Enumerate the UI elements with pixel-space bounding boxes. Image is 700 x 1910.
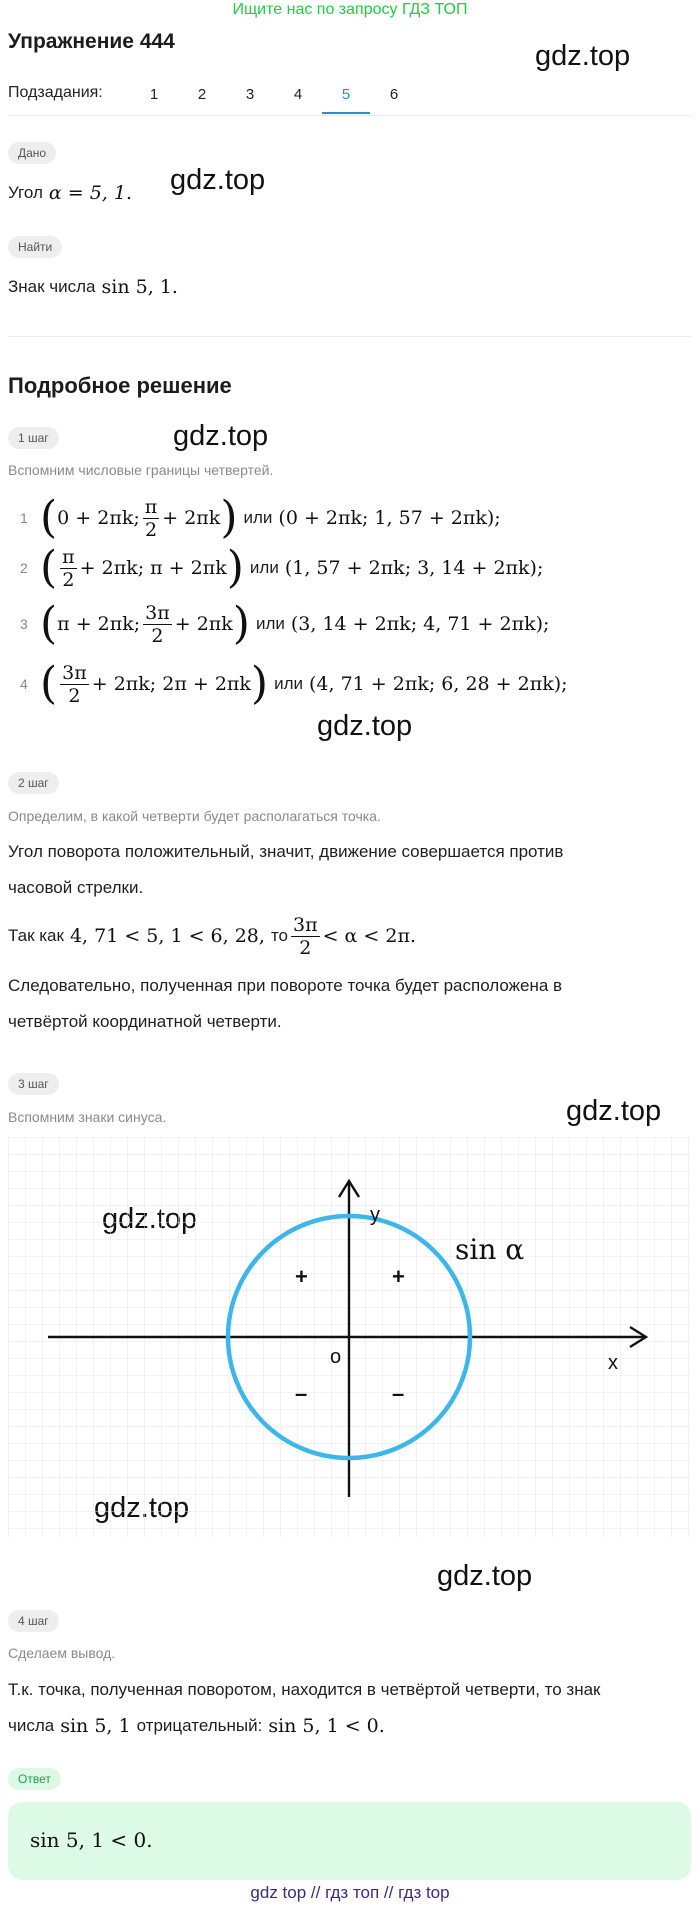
subtask-tabs xyxy=(130,76,418,114)
footer-links[interactable]: gdz top // гдз топ // гдз top xyxy=(250,1883,450,1902)
since-tail: < α < 2π. xyxy=(322,925,416,947)
step-4-line-2 xyxy=(8,1710,385,1742)
quarter-row-3: 3 ( π + 2πk; $\frac{3\pi}{2}$ + 2πk ) или (3, 14 + 2πk; 4, 71 + 2πk); xyxy=(20,598,550,649)
y-axis-label: y xyxy=(370,1204,380,1226)
quarter-decimal: (1, 57 + 2πk; 3, 14 + 2πk); xyxy=(284,557,544,579)
quarter-decimal: (0 + 2πk; 1, 57 + 2πk); xyxy=(278,507,501,529)
step-4-note: Сделаем вывод. xyxy=(8,1645,116,1661)
step-2-line-4: Следовательно, полученная при повороте точка будет расположена в xyxy=(8,976,563,995)
tab-subtask-1[interactable]: 1 xyxy=(149,86,159,103)
tab-subtask-2[interactable]: 2 xyxy=(197,86,207,103)
step-2-line-2: часовой стрелки. xyxy=(8,878,144,897)
watermark: gdz.top xyxy=(173,420,269,452)
watermark: gdz.top xyxy=(317,710,413,742)
step-2-line-5: четвёртой координатной четверти. xyxy=(8,1012,282,1031)
quarter-or: или xyxy=(243,508,273,527)
tab-subtask-3[interactable]: 3 xyxy=(245,86,255,103)
step-3-badge: 3 шаг xyxy=(8,1073,59,1095)
watermark: gdz.top xyxy=(170,164,266,196)
answer-math: sin 5, 1 < 0. xyxy=(30,1828,153,1852)
promo-banner: Ищите нас по запросу ГДЗ ТОП xyxy=(232,1,468,18)
quarter-row-1: 1 ( 0 + 2πk; $\frac{\pi}{2}$ + 2πk ) или (0 + 2πk; 1, 57 + 2πk); xyxy=(20,492,501,543)
conclusion-prefix: числа xyxy=(8,1716,55,1735)
quarter-or: или xyxy=(249,558,279,577)
step-4-line-1: Т.к. точка, полученная поворотом, находится в четвёртой четверти, то знак xyxy=(8,1680,601,1699)
quarter-number: 1 xyxy=(20,510,28,526)
find-text: Знак числа xyxy=(8,277,96,296)
quarter-row-4: 4 ( $\frac{3\pi}{2}$ + 2πk; 2π + 2πk ) или (4, 71 + 2πk; 6, 28 + 2πk); xyxy=(20,658,568,709)
find-badge: Найти xyxy=(8,236,62,258)
watermark: gdz.top xyxy=(437,1560,533,1592)
quarter-or: или xyxy=(274,674,303,693)
step-2-note: Определим, в какой четверти будет располагаться точка. xyxy=(8,808,381,824)
minus-sign: – xyxy=(295,1381,308,1406)
step-2-line-1: Угол поворота положительный, значит, движение совершается против xyxy=(8,842,564,861)
conclusion-mid: отрицательный: xyxy=(136,1716,263,1735)
quarter-or: или xyxy=(255,614,285,633)
answer-badge: Ответ xyxy=(8,1768,61,1790)
step-1-note: Вспомним числовые границы четвертей. xyxy=(8,462,274,478)
tab-subtask-6[interactable]: 6 xyxy=(389,86,399,103)
since-prefix: Так как xyxy=(8,926,64,945)
given-badge: Дано xyxy=(8,142,56,164)
solution-title: Подробное решение xyxy=(8,373,232,398)
minus-sign: – xyxy=(392,1381,405,1406)
page-title: Упражнение 444 xyxy=(8,30,175,53)
step-2-since-row: Так как 4, 71 < 5, 1 < 6, 28, то $\frac{3\pi}{2}$ < α < 2π. xyxy=(8,913,416,959)
function-label: sin α xyxy=(455,1233,525,1266)
conclusion-result: sin 5, 1 < 0. xyxy=(268,1715,385,1737)
quarter-decimal: (3, 14 + 2πk; 4, 71 + 2πk); xyxy=(290,613,550,635)
subtasks-label: Подзадания: xyxy=(8,84,103,101)
step-2-badge: 2 шаг xyxy=(8,772,59,794)
step-1-badge: 1 шаг xyxy=(8,427,59,449)
divider xyxy=(8,115,691,116)
tab-subtask-5[interactable]: 5 xyxy=(322,76,370,114)
given-text: Угол xyxy=(8,183,43,202)
divider xyxy=(8,336,691,337)
quarter-row-2: 2 ( $\frac{\pi}{2}$ + 2πk; π + 2πk ) или (1, 57 + 2πk; 3, 14 + 2πk); xyxy=(20,542,544,593)
since-mid: то xyxy=(270,926,288,945)
quarter-decimal: (4, 71 + 2πk; 6, 28 + 2πk); xyxy=(309,673,568,695)
plus-sign: + xyxy=(392,1264,405,1289)
quarter-number: 4 xyxy=(20,676,28,692)
watermark: gdz.top xyxy=(535,40,631,72)
step-4-badge: 4 шаг xyxy=(8,1610,59,1632)
tab-subtask-4[interactable]: 4 xyxy=(293,86,303,103)
watermark: gdz.top xyxy=(566,1095,662,1127)
find-math: sin 5, 1. xyxy=(101,276,178,298)
x-axis-label: x xyxy=(608,1352,618,1374)
plus-sign: + xyxy=(295,1264,308,1289)
quarter-number: 3 xyxy=(20,616,28,632)
origin-label: o xyxy=(330,1346,342,1368)
quarter-number: 2 xyxy=(20,560,28,576)
unit-circle-diagram xyxy=(8,1137,691,1537)
since-math: 4, 71 < 5, 1 < 6, 28, xyxy=(69,925,265,947)
step-3-note: Вспомним знаки синуса. xyxy=(8,1109,167,1125)
conclusion-math: sin 5, 1 xyxy=(60,1715,131,1737)
given-math: α = 5, 1. xyxy=(48,182,132,204)
